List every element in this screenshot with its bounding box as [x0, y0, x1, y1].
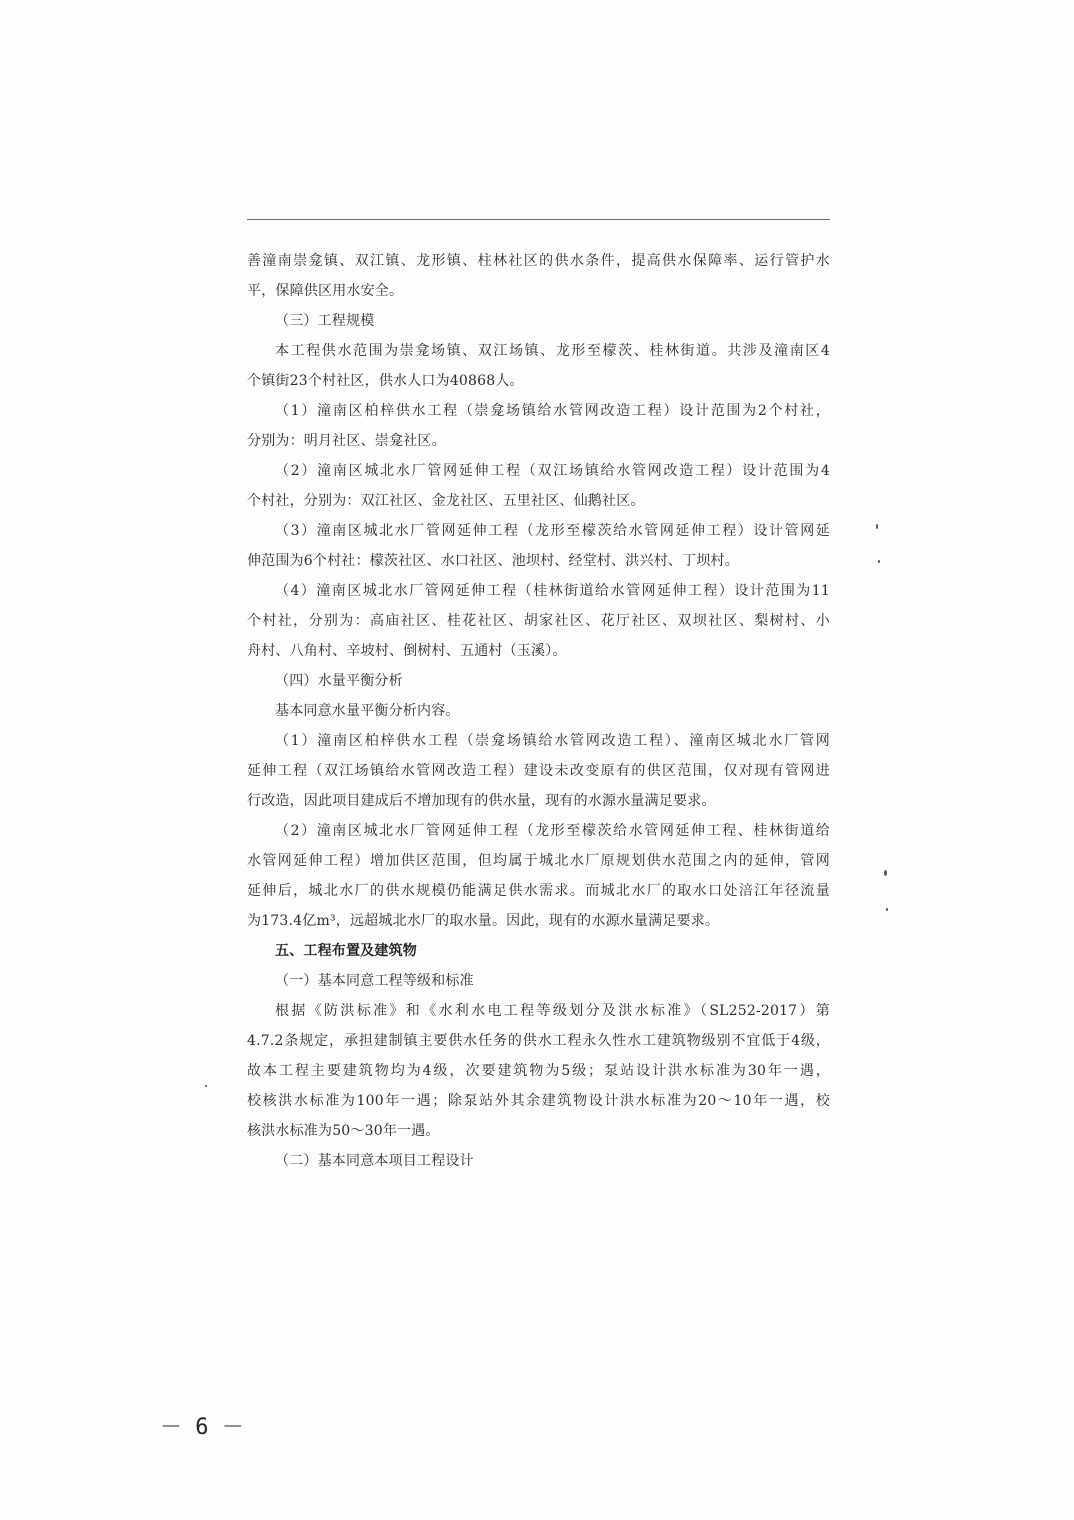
text-line: 基本同意水量平衡分析内容。: [275, 703, 460, 719]
scan-speck: [876, 524, 878, 529]
text-line: 水管网延伸工程）增加供区范围，但均属于城北水厂原规划供水范围之内的延伸，管网: [247, 853, 830, 869]
scan-speck: [886, 908, 888, 911]
text-line: （二）基本同意本项目工程设计: [275, 1153, 474, 1169]
text-line: （3）潼南区城北水厂管网延伸工程（龙形至檬茨给水管网延伸工程）设计管网延: [275, 523, 830, 539]
text-line: 善潼南崇龛镇、双江镇、龙形镇、柱林社区的供水条件，提高供水保障率、运行管护水: [247, 253, 830, 269]
scan-speck: [205, 1085, 207, 1087]
text-line: 行改造，因此项目建成后不增加现有的供水量，现有的水源水量满足要求。: [247, 793, 716, 809]
text-line: （一）基本同意工程等级和标准: [275, 973, 474, 989]
text-line: 故本工程主要建筑物均为4级，次要建筑物为5级；泵站设计洪水标准为30年一遇，: [247, 1063, 830, 1079]
text-line: 本工程供水范围为崇龛场镇、双江场镇、龙形至檬茨、桂林街道。共涉及潼南区4: [275, 343, 830, 359]
page-number: － 6 －: [160, 1415, 244, 1440]
text-line: （2）潼南区城北水厂管网延伸工程（双江场镇给水管网改造工程）设计范围为4: [275, 463, 830, 479]
text-line: 4.7.2条规定，承担建制镇主要供水任务的供水工程永久性水工建筑物级别不宜低于4级，: [247, 1033, 830, 1049]
text-line: 个村社，分别为：高庙社区、桂花社区、胡家社区、花厅社区、双坝社区、梨树村、小: [247, 613, 830, 629]
text-line: （四）水量平衡分析: [275, 673, 403, 689]
text-line: 平，保障供区用水安全。: [247, 283, 404, 299]
section-heading: 五、工程布置及建筑物: [275, 943, 417, 959]
text-line: （1）潼南区柏梓供水工程（崇龛场镇给水管网改造工程）、潼南区城北水厂管网: [275, 733, 830, 749]
text-line: 核洪水标准为50～30年一遇。: [247, 1123, 440, 1139]
text-line: （4）潼南区城北水厂管网延伸工程（桂林街道给水管网延伸工程）设计范围为11: [275, 583, 830, 599]
text-line: （1）潼南区柏梓供水工程（崇龛场镇给水管网改造工程）设计范围为2个村社，: [275, 403, 830, 419]
scan-speck: [878, 560, 880, 563]
text-line: （三）工程规模: [275, 313, 375, 329]
scan-speck: [884, 870, 887, 876]
text-line: 个镇街23个村社区，供水人口为40868人。: [247, 373, 524, 389]
text-line: 为173.4亿m³，远超城北水厂的取水量。因此，现有的水源水量满足要求。: [247, 913, 720, 929]
text-line: 伸范围为6个村社：檬茨社区、水口社区、池坝村、经堂村、洪兴村、丁坝村。: [247, 553, 739, 569]
body-text: [247, 246, 830, 1176]
text-line: 根据《防洪标准》和《水利水电工程等级划分及洪水标准》（SL252-2017）第: [275, 1003, 830, 1019]
text-line: 个村社，分别为：双江社区、金龙社区、五里社区、仙鹅社区。: [247, 493, 645, 509]
text-line: 延伸后，城北水厂的供水规模仍能满足供水需求。而城北水厂的取水口处涪江年径流量: [247, 883, 830, 899]
text-line: 舟村、八角村、辛坡村、倒树村、五通村（玉溪）。: [247, 643, 567, 659]
text-line: 分别为：明月社区、崇龛社区。: [247, 433, 446, 449]
header-rule: [247, 219, 830, 220]
text-line: 延伸工程（双江场镇给水管网改造工程）建设未改变原有的供区范围，仅对现有管网进: [247, 763, 830, 779]
text-line: 校核洪水标准为100年一遇；除泵站外其余建筑物设计洪水标准为20～10年一遇，校: [247, 1093, 830, 1109]
text-line: （2）潼南区城北水厂管网延伸工程（龙形至檬茨给水管网延伸工程、桂林街道给: [275, 823, 830, 839]
